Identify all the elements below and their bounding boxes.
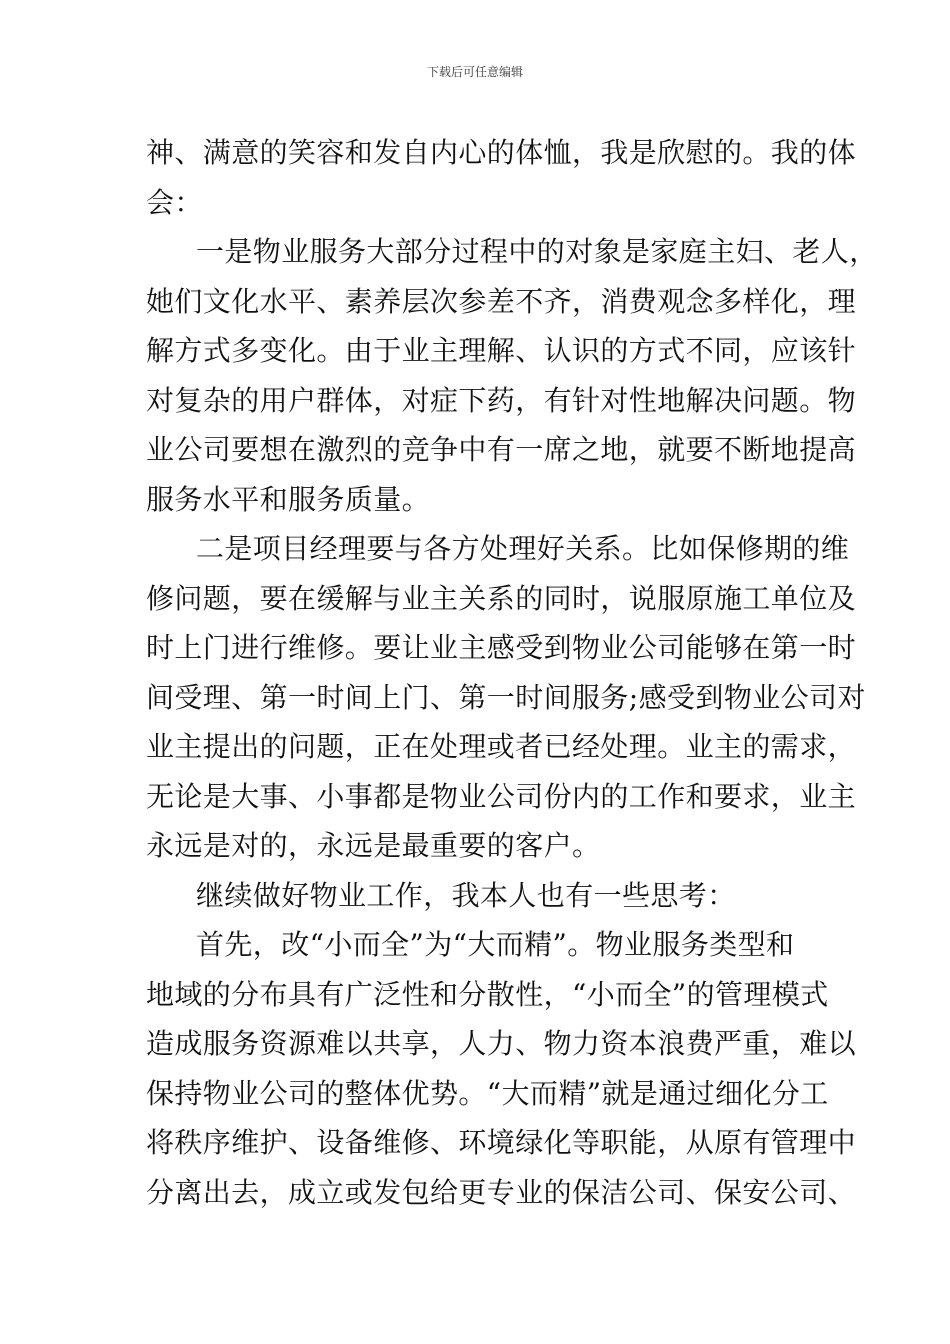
text-line: 一是物业服务大部分过程中的对象是家庭主妇、老人， [196, 235, 878, 268]
text-line: 修问题，要在缓解与业主关系的同时，说服原施工单位及 [146, 581, 857, 615]
text-line: 对复杂的用户群体，对症下药，有针对性地解决问题。物 [146, 383, 857, 417]
text-line: 神、满意的笑容和发自内心的体恤，我是欣慰的。我的体 [146, 136, 857, 169]
header-note: 下载后可任意编辑 [426, 65, 523, 79]
text-line: 造成服务资源难以共享，人力、物力资本浪费严重，难以 [146, 1027, 857, 1060]
text-line: 二是项目经理要与各方处理好关系。比如保修期的维 [196, 532, 850, 565]
text-line: 无论是大事、小事都是物业公司份内的工作和要求，业主 [146, 779, 857, 813]
document-body [146, 128, 878, 1217]
text-line: 保持物业公司的整体优势。“大而精”就是通过细化分工 [146, 1076, 829, 1110]
text-line: 将秩序维护、设备维修、环境绿化等职能，从原有管理中 [146, 1126, 857, 1159]
text-line: 间受理、第一时间上门、第一时间服务;感受到物业公司对 [146, 680, 866, 714]
text-line: 继续做好物业工作，我本人也有一些思考： [196, 878, 736, 912]
text-line: 解方式多变化。由于业主理解、认识的方式不同，应该针 [146, 334, 857, 367]
text-line: 地域的分布具有广泛性和分散性，“小而全”的管理模式 [146, 977, 829, 1011]
text-line: 业主提出的问题，正在处理或者已经处理。业主的需求， [146, 730, 857, 763]
text-line: 分离出去，成立或发包给更专业的保洁公司、保安公司、 [146, 1175, 857, 1209]
text-line: 她们文化水平、素养层次参差不齐，消费观念多样化，理 [146, 284, 857, 318]
text-line: 服务水平和服务质量。 [146, 482, 431, 516]
text-line: 会： [146, 185, 203, 219]
text-line: 时上门进行维修。要让业主感受到物业公司能够在第一时 [146, 631, 857, 664]
text-line: 首先，改“小而全”为“大而精”。物业服务类型和 [196, 928, 795, 961]
text-line: 永远是对的，永远是最重要的客户。 [146, 829, 601, 862]
text-line: 业公司要想在激烈的竞争中有一席之地，就要不断地提高 [146, 433, 857, 466]
